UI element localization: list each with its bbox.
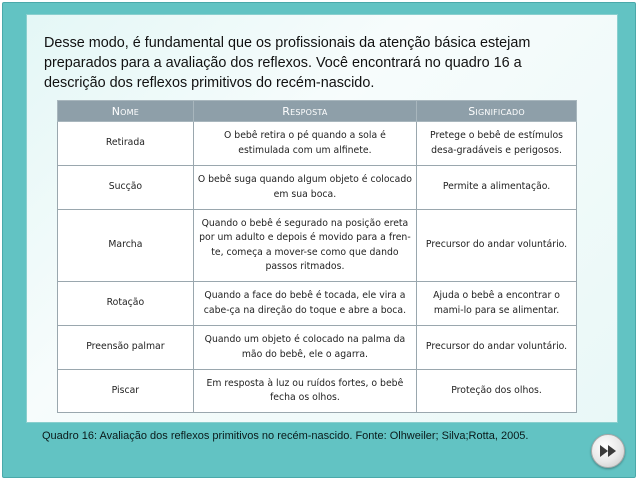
reflex-response: O bebê retira o pé quando a sola é estimulada com um alfinete. bbox=[193, 122, 416, 166]
reflex-meaning: Proteção dos olhos. bbox=[417, 370, 577, 413]
intro-paragraph: Desse modo, é fundamental que os profissionais da atenção básica estejam preparados para a avaliação dos reflexos. Você encontrará no quadro 16 a descrição dos reflexos primitivos do recém-nascido. bbox=[44, 35, 531, 91]
reflex-meaning: Permite a alimentação. bbox=[417, 166, 577, 210]
table-row bbox=[58, 166, 577, 210]
table-row bbox=[58, 122, 577, 166]
reflex-name: Rotação bbox=[58, 282, 194, 326]
reflex-name: Marcha bbox=[58, 210, 194, 282]
reflex-response: O bebê suga quando algum objeto é colocado em sua boca. bbox=[193, 166, 416, 210]
reflex-meaning: Precursor do andar voluntário. bbox=[417, 210, 577, 282]
reflex-name: Retirada bbox=[58, 122, 194, 166]
reflex-meaning: Pretege o bebê de estímulos desa-gradáveis e perigosos. bbox=[417, 122, 577, 166]
table-row bbox=[58, 282, 577, 326]
fast-forward-icon bbox=[599, 445, 617, 457]
reflex-name: Preensão palmar bbox=[58, 326, 194, 370]
reflex-meaning: Precursor do andar voluntário. bbox=[417, 326, 577, 370]
reflex-table bbox=[57, 100, 577, 413]
next-slide-button[interactable] bbox=[591, 434, 625, 468]
table-row bbox=[58, 326, 577, 370]
reflex-name: Sucção bbox=[58, 166, 194, 210]
table-row bbox=[58, 370, 577, 413]
reflex-response: Em resposta à luz ou ruídos fortes, o bebê fecha os olhos. bbox=[193, 370, 416, 413]
reflex-meaning: Ajuda o bebê a encontrar o mami-lo para se alimentar. bbox=[417, 282, 577, 326]
reflex-response: Quando o bebê é segurado na posição ereta por um adulto e depois é movido para a fren-te, começa a mover-se como que dando passos ritmados. bbox=[193, 210, 416, 282]
table-caption: Quadro 16: Avaliação dos reflexos primitivos no recém-nascido. Fonte: Olhweiler; Silva;Rotta, 2005. bbox=[42, 430, 529, 442]
table-header-row bbox=[58, 101, 577, 122]
column-header-resposta: Resposta bbox=[193, 101, 416, 122]
column-header-nome: Nome bbox=[58, 101, 194, 122]
reflex-response: Quando um objeto é colocado na palma da mão do bebê, ele o agarra. bbox=[193, 326, 416, 370]
reflex-response: Quando a face do bebê é tocada, ele vira a cabe-ça na direção do toque e abre a boca. bbox=[193, 282, 416, 326]
column-header-significado: Significado bbox=[417, 101, 577, 122]
table-row bbox=[58, 210, 577, 282]
reflex-name: Piscar bbox=[58, 370, 194, 413]
